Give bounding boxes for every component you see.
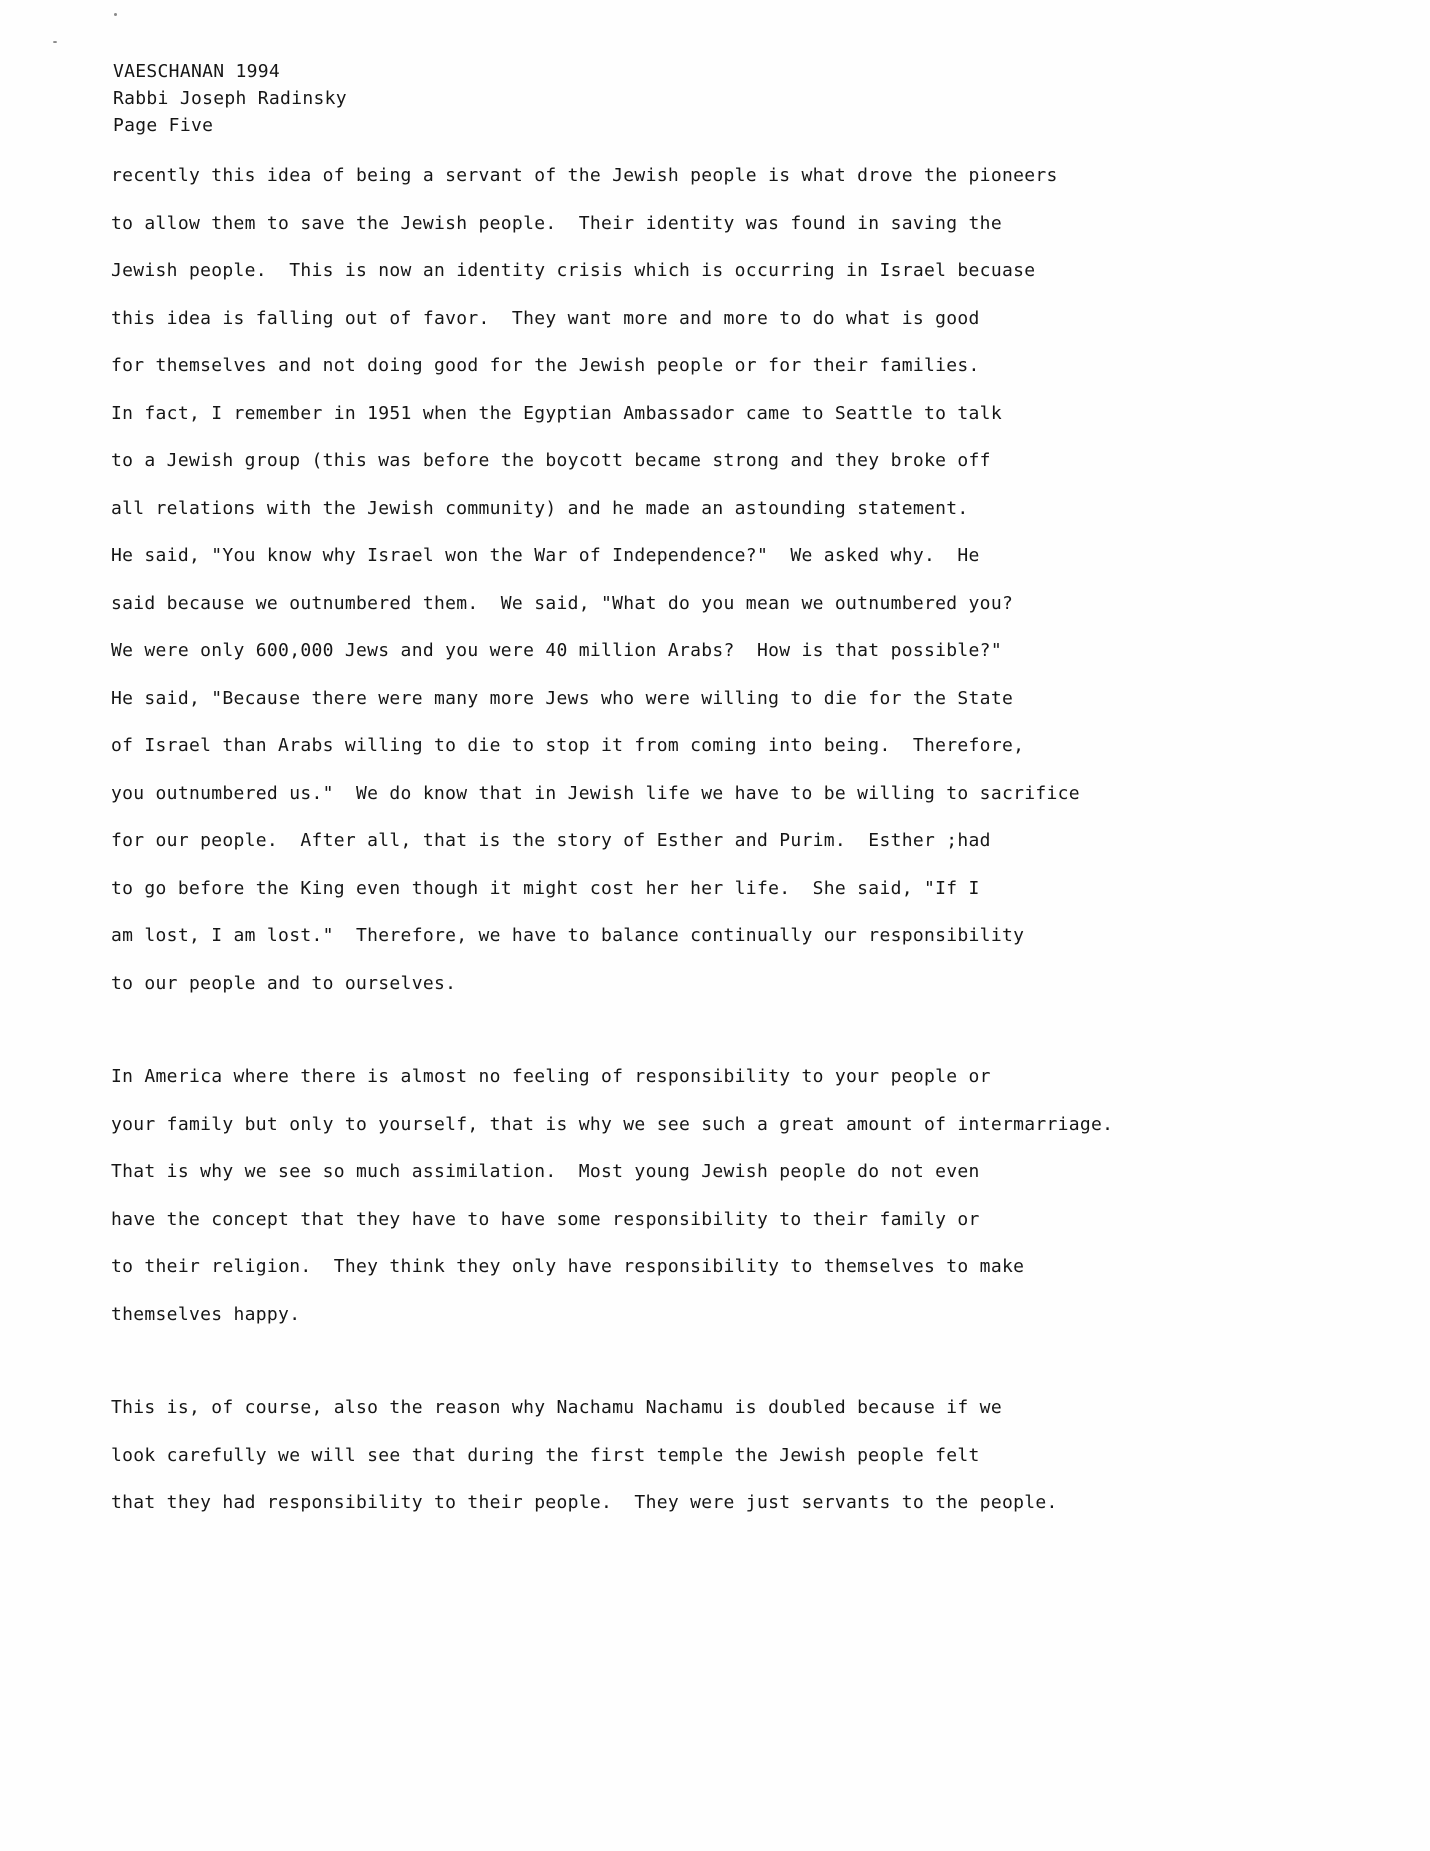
text-line: That is why we see so much assimilation. Most young Jewish people do not even (111, 1161, 980, 1182)
paragraph (111, 1053, 1113, 1338)
text-line: for themselves and not doing good for the Jewish people or for their families. (111, 355, 980, 376)
text-line: to their religion. They think they only have responsibility to themselves to make (111, 1256, 1025, 1277)
text-line: This is, of course, also the reason why Nachamu Nachamu is doubled because if we (111, 1397, 1002, 1418)
text-line: to our people and to ourselves. (111, 972, 457, 994)
paragraph (111, 1384, 1113, 1527)
text-line: He said, "You know why Israel won the War of Independence?" We asked why. He (111, 545, 980, 566)
document-author: Rabbi Joseph Radinsky (113, 88, 347, 109)
text-line: look carefully we will see that during the first temple the Jewish people felt (111, 1444, 980, 1466)
paragraph (111, 152, 1113, 1007)
text-line: you outnumbered us." We do know that in Jewish life we have to be willing to sacrifice (111, 782, 1080, 804)
text-line: He said, "Because there were many more Jews who were willing to die for the State (111, 687, 1014, 709)
text-line: for our people. After all, that is the story of Esther and Purim. Esther ;had (111, 830, 991, 851)
text-line: that they had responsibility to their people. They were just servants to the people. (111, 1492, 1058, 1513)
text-line: In America where there is almost no feeling of responsibility to your people or (111, 1066, 991, 1087)
document-body (111, 152, 1113, 1527)
text-line: said because we outnumbered them. We said, "What do you mean we outnumbered you? (111, 592, 1014, 614)
text-line: themselves happy. (111, 1303, 301, 1325)
text-line: your family but only to yourself, that is why we see such a great amount of intermarriage. (111, 1113, 1114, 1135)
text-line: In fact, I remember in 1951 when the Egyptian Ambassador came to Seattle to talk (111, 402, 1002, 424)
page-number-label: Page Five (113, 115, 214, 136)
document-title: VAESCHANAN 1994 (113, 61, 281, 82)
text-line: Jewish people. This is now an identity crisis which is occurring in Israel becuase (111, 260, 1036, 281)
text-line: to allow them to save the Jewish people. Their identity was found in saving the (111, 212, 1002, 234)
text-line: have the concept that they have to have some responsibility to their family or (111, 1208, 980, 1230)
text-line: to go before the King even though it might cost her her life. She said, "If I (111, 877, 980, 899)
text-line: this idea is falling out of favor. They want more and more to do what is good (111, 307, 980, 329)
scan-artifact-dot (114, 13, 117, 16)
text-line: all relations with the Jewish community) and he made an astounding statement. (111, 497, 969, 519)
text-line: to a Jewish group (this was before the boycott became strong and they broke off (111, 450, 991, 471)
text-line: recently this idea of being a servant of the Jewish people is what drove the pioneers (111, 165, 1058, 186)
text-line: We were only 600,000 Jews and you were 40 million Arabs? How is that possible?" (111, 640, 1002, 661)
text-line: am lost, I am lost." Therefore, we have to balance continually our responsibility (111, 925, 1025, 946)
document-header (113, 58, 347, 139)
scan-artifact-dot (53, 41, 57, 43)
text-line: of Israel than Arabs willing to die to stop it from coming into being. Therefore, (111, 735, 1025, 756)
